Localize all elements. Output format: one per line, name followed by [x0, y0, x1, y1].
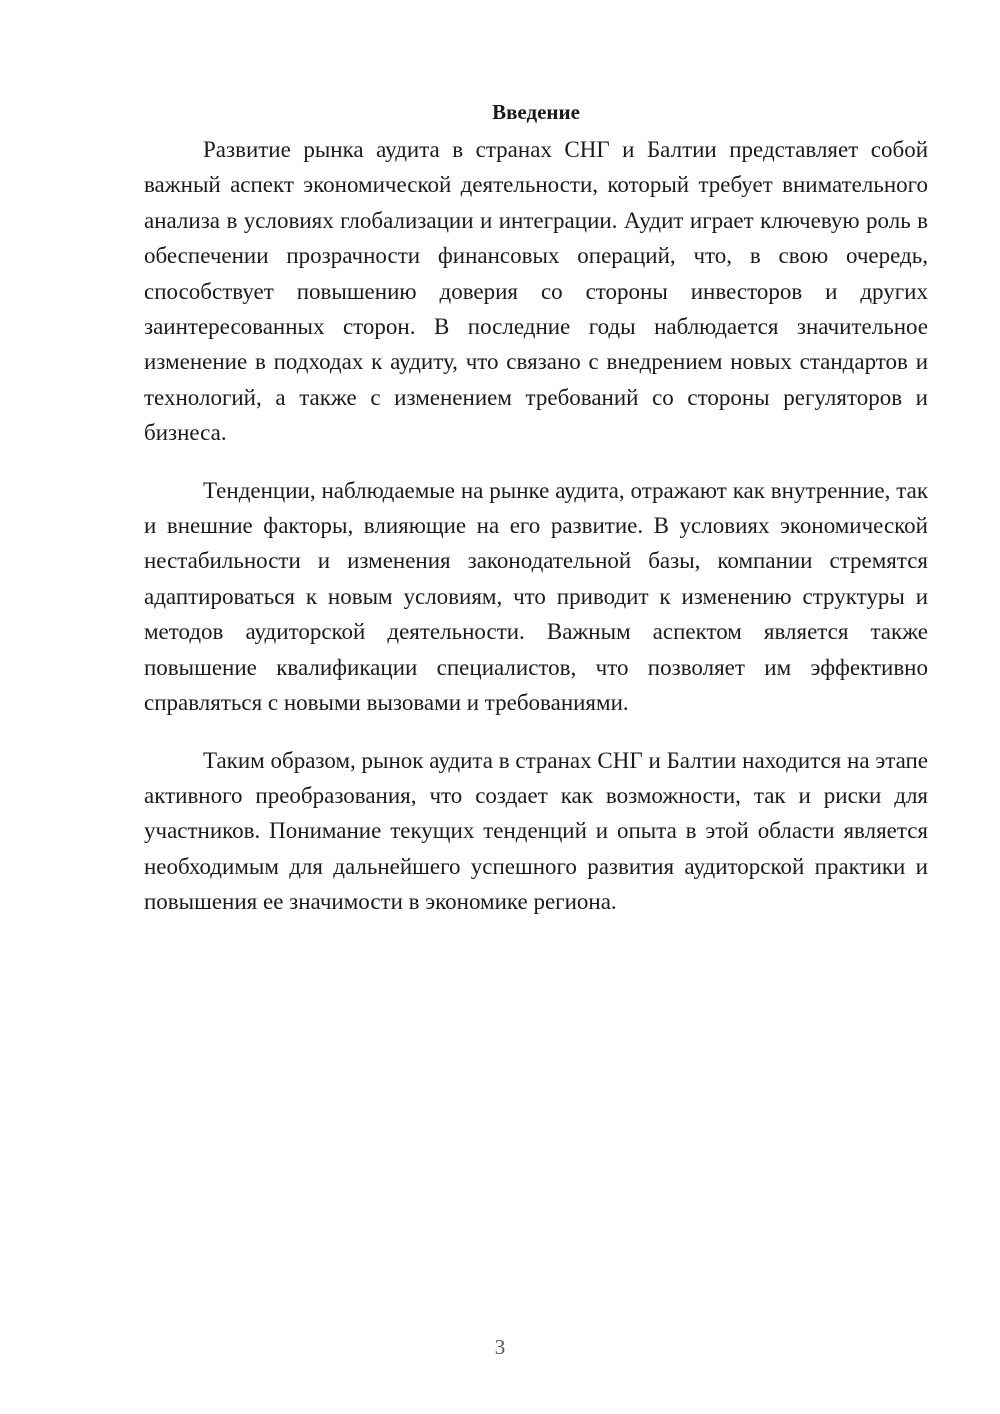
- page-number: 3: [494, 1335, 506, 1359]
- paragraph-3: Таким образом, рынок аудита в странах СНГ и Балтии находится на этапе активного преобразования, что создает как возможности, так и риски для участников. Понимание текущих тенденций и опыта в этой области является необходимым для дальнейшего успешного развития аудиторской практики и повышения ее значимости в экономике региона.: [144, 747, 928, 915]
- section-title: Введение: [492, 100, 580, 124]
- page-content: [144, 98, 928, 942]
- paragraph-2: Тенденции, наблюдаемые на рынке аудита, отражают как внутренние, так и внешние факторы, влияющие на его развитие. В условиях экономической нестабильности и изменения законодательной базы, компании стремятся адаптироваться к новым условиям, что приводит к изменению структуры и методов аудиторской деятельности. Важным аспектом является также повышение квалификации специалистов, что позволяет им эффективно справляться с новыми вызовами и требованиями.: [144, 477, 928, 716]
- paragraph-1: Развитие рынка аудита в странах СНГ и Балтии представляет собой важный аспект экономической деятельности, который требует внимательного анализа в условиях глобализации и интеграции. Аудит играет ключевую роль в обеспечении прозрачности финансовых операций, что, в свою очередь, способствует повышению доверия со стороны инвесторов и других заинтересованных сторон. В последние годы наблюдается значительное изменение в подходах к аудиту, что связано с внедрением новых стандартов и технологий, а также с изменением требований со стороны регуляторов и бизнеса.: [144, 137, 928, 446]
